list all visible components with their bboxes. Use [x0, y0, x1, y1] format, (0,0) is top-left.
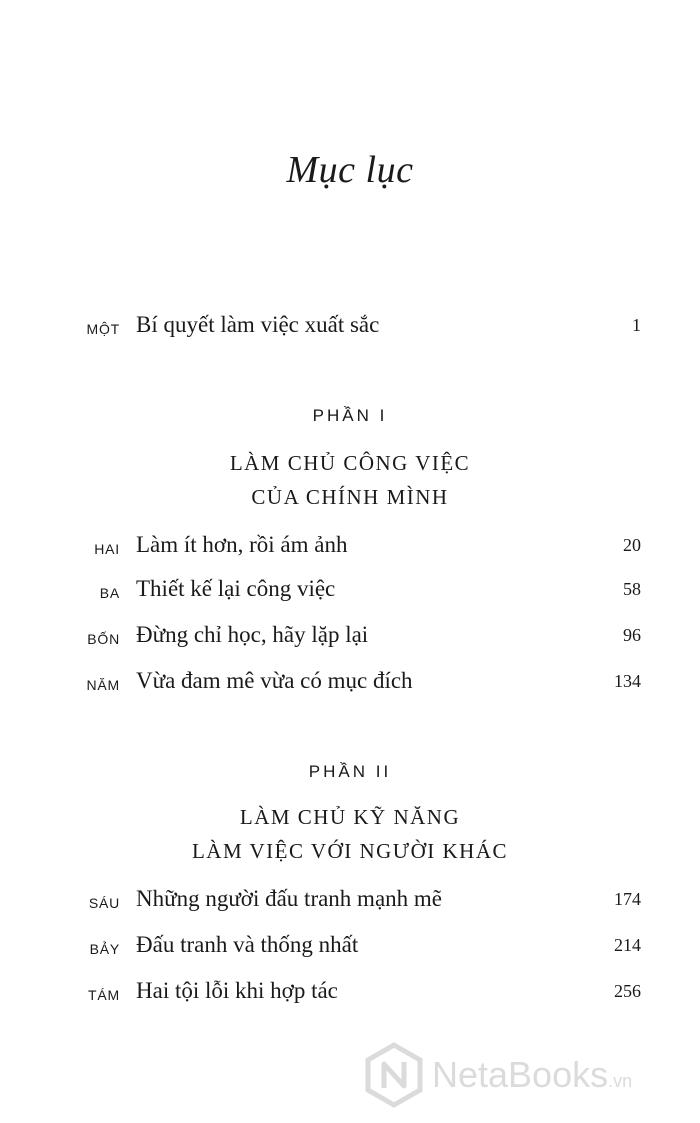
watermark: [360, 1040, 690, 1110]
chapter-title: Bí quyết làm việc xuất sắc: [136, 312, 380, 337]
chapter-title: Đừng chỉ học, hãy lặp lại: [136, 622, 369, 647]
toc-entry[interactable]: [0, 932, 700, 968]
chapter-number: NĂM: [86, 677, 120, 693]
toc-entry[interactable]: [0, 668, 700, 704]
page-number: 214: [614, 935, 641, 955]
chapter-title: Những người đấu tranh mạnh mẽ: [136, 886, 443, 911]
chapter-number: BỐN: [87, 631, 120, 647]
page-number: 1: [632, 315, 641, 335]
chapter-number: MỘT: [86, 321, 120, 337]
chapter-title: Làm ít hơn, rồi ám ảnh: [136, 532, 348, 557]
chapter-number: BA: [99, 585, 120, 601]
part-title-line: LÀM CHỦ KỸ NĂNG: [239, 805, 461, 829]
chapter-number: BẢY: [89, 941, 120, 957]
part-title-line: LÀM CHỦ CÔNG VIỆC: [229, 451, 471, 475]
part-label: PHẦN II: [308, 762, 392, 781]
chapter-number: TÁM: [88, 987, 120, 1003]
page-number: 96: [623, 625, 641, 645]
toc-entry[interactable]: [0, 886, 700, 922]
toc-entry[interactable]: [0, 576, 700, 612]
toc-entry[interactable]: [0, 532, 700, 568]
page-number: 20: [623, 535, 641, 555]
page-title: Mục lục: [286, 149, 414, 191]
netabooks-logo-icon: [364, 1042, 424, 1108]
page-number: 134: [614, 671, 641, 691]
toc-entry[interactable]: [0, 622, 700, 658]
chapter-title: Hai tội lỗi khi hợp tác: [136, 978, 338, 1003]
toc-entry[interactable]: [0, 978, 700, 1014]
chapter-title: Vừa đam mê vừa có mục đích: [136, 668, 413, 693]
part-title-line: CỦA CHÍNH MÌNH: [251, 485, 449, 509]
chapter-title: Thiết kế lại công việc: [136, 576, 336, 601]
chapter-title: Đấu tranh và thống nhất: [136, 932, 359, 957]
chapter-number: HAI: [94, 541, 120, 557]
page-number: 174: [614, 889, 641, 909]
page-number: 256: [614, 981, 641, 1001]
watermark-brand: NetaBooks.vn: [432, 1054, 633, 1095]
toc-entry[interactable]: [0, 312, 700, 348]
chapter-number: SÁU: [88, 895, 120, 911]
part-label: PHẦN I: [312, 406, 388, 425]
page-number: 58: [623, 579, 641, 599]
part-title-line: LÀM VIỆC VỚI NGƯỜI KHÁC: [191, 839, 508, 863]
